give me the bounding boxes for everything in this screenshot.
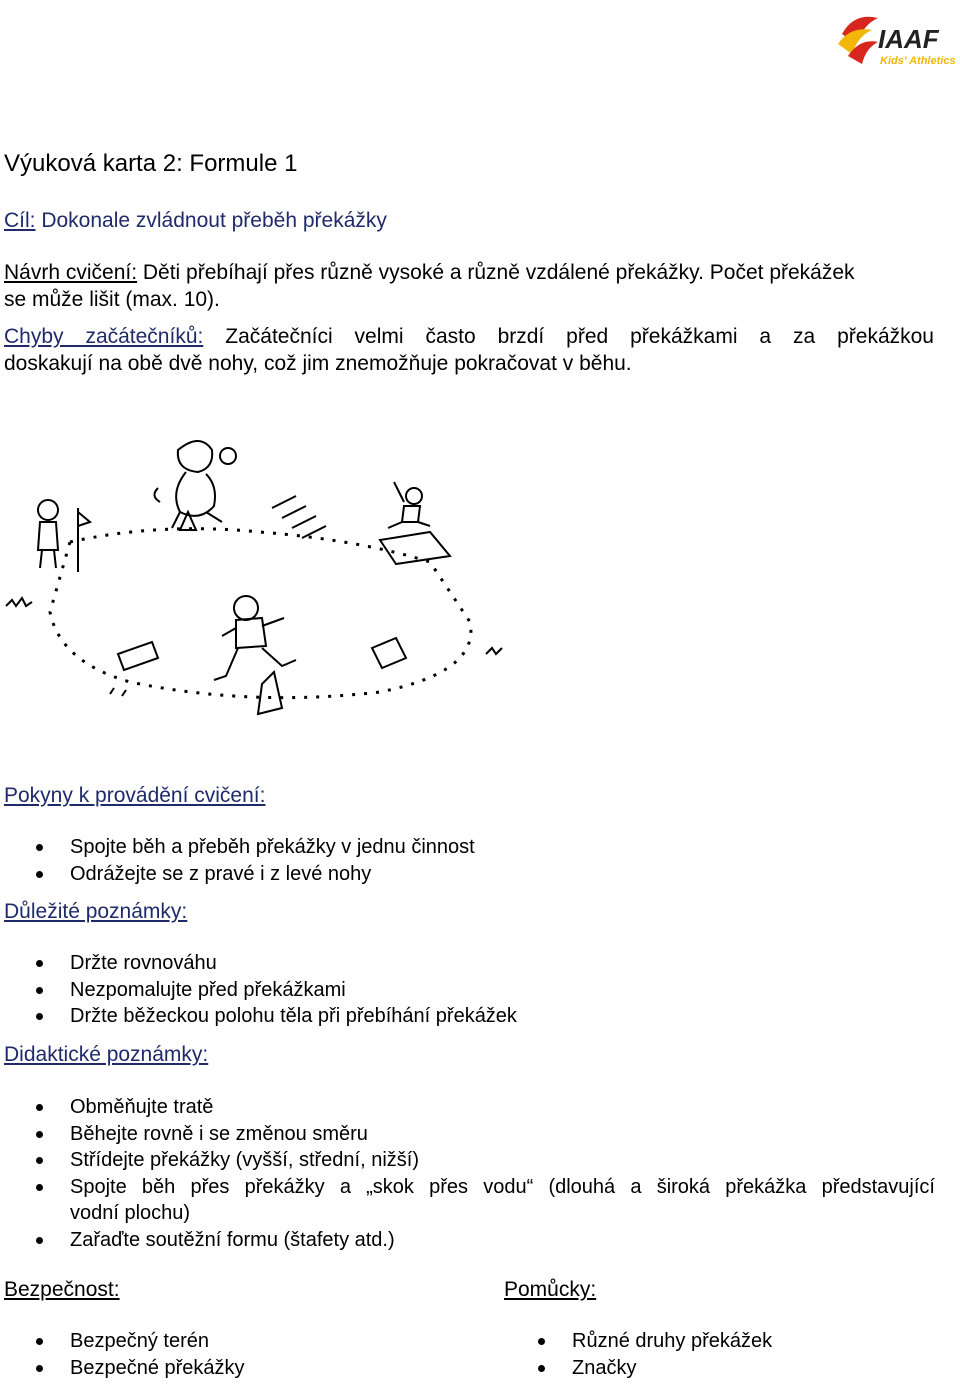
list-item: Běhejte rovně i se změnou směru (0, 1121, 935, 1148)
design-label: Návrh cvičení: (4, 261, 138, 284)
list-item: Zařaďte soutěžní formu (štafety atd.) (0, 1227, 935, 1254)
important-list (0, 950, 930, 1030)
list-item-continuation-text: vodní plochu) (70, 1202, 191, 1224)
design-text: Děti přebíhají přes různě vysoké a různě vzdálené překážky. Počet překážek (137, 261, 855, 284)
list-item: Nezpomalujte před překážkami (0, 977, 930, 1004)
logo-subtext: Kids' Athletics (880, 55, 956, 67)
list-item: Držte rovnováhu (0, 950, 930, 977)
instructions-heading: Pokyny k provádění cvičení: (4, 784, 266, 807)
list-item: Odrážejte se z pravé i z levé nohy (0, 861, 930, 888)
list-item-continuation (0, 1200, 935, 1227)
list-item: Spojte běh přes překážky a „skok přes vodu“ (dlouhá a široká překážka představující (0, 1174, 935, 1201)
goal-line (4, 207, 934, 234)
list-item: Obměňujte tratě (0, 1094, 935, 1121)
safety-heading: Bezpečnost: (4, 1278, 120, 1301)
list-item: Držte běžeckou polohu těla při přebíhání překážek (0, 1003, 930, 1030)
iaaf-kids-athletics-logo (834, 4, 958, 74)
list-item: Střídejte překážky (vyšší, střední, nižší) (0, 1147, 935, 1174)
errors-text: Začátečníci velmi často brzdí před překážkami a za překážkou (225, 325, 934, 348)
list-item: Bezpečné překážky (0, 1355, 460, 1382)
errors-line-2: doskakují na obě dvě nohy, což jim znemožňuje pokračovat v běhu. (4, 352, 632, 375)
safety-list (0, 1328, 460, 1381)
list-item: Značky (502, 1355, 942, 1382)
equipment-heading: Pomůcky: (504, 1278, 597, 1301)
obstacle-course-illustration (0, 422, 520, 732)
design-line (4, 259, 934, 286)
page-title: Výuková karta 2: Formule 1 (4, 150, 298, 177)
errors-line (4, 323, 934, 350)
list-item: Různé druhy překážek (502, 1328, 942, 1355)
goal-text: Dokonale zvládnout přeběh překážky (35, 209, 387, 232)
list-item: Bezpečný terén (0, 1328, 460, 1355)
didactic-list (0, 1094, 935, 1253)
design-line-2: se může lišit (max. 10). (4, 288, 220, 311)
errors-label: Chyby začátečníků: (4, 325, 204, 348)
equipment-list (502, 1328, 942, 1381)
goal-label: Cíl: (4, 209, 36, 232)
list-item: Spojte běh a přeběh překážky v jednu činnost (0, 834, 930, 861)
important-heading: Důležité poznámky: (4, 900, 188, 923)
didactic-heading: Didaktické poznámky: (4, 1043, 209, 1066)
instructions-list (0, 834, 930, 887)
logo-text: IAAF (878, 24, 939, 54)
